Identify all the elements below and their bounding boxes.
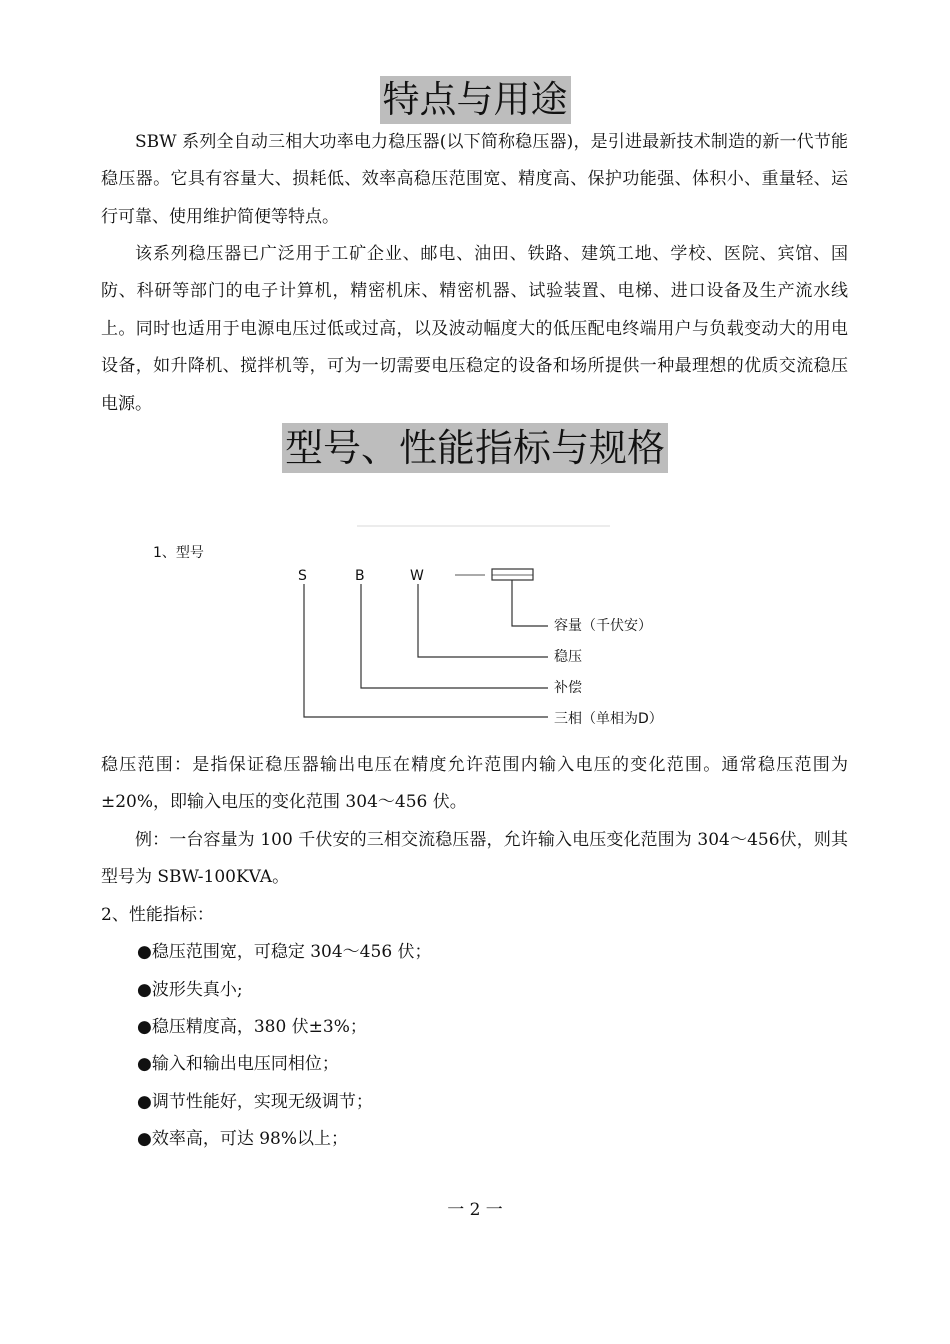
capacity-box <box>492 569 533 580</box>
features-paragraph-2: 该系列稳压器已广泛用于工矿企业、邮电、油田、铁路、建筑工地、学校、医院、宾馆、国防、科研等部门的电子计算机，精密机床、精密机器、试验装置、电梯、进口设备及生产流水线上。同时也适用于电源电压过低或过高，以及波动幅度大的低压配电终端用户与负载变动大的用电设备，如升降机、搅拌机等，可为一切需要电压稳定的设备和场所提供一种最理想的优质交流稳压电源。 <box>101 244 848 414</box>
performance-item: ●效率高，可达 98%以上； <box>137 1129 349 1149</box>
features-paragraph-1: SBW 系列全自动三相大功率电力稳压器(以下简称稳压器)，是引进最新技术制造的新一代节能稳压器。它具有容量大、损耗低、效率高稳压范围宽、精度高、保护功能强、体积小、重量轻、运行可靠、使用维护简便等特点。 <box>101 132 848 227</box>
label-capacity: 容量（千伏安） <box>554 618 652 634</box>
letter-s: S <box>298 568 307 584</box>
letter-w: W <box>410 568 424 584</box>
section-title-specs-text: 型号、性能指标与规格 <box>282 423 668 473</box>
model-heading: 1、型号 <box>153 545 204 561</box>
performance-item: ●波形失真小; <box>137 980 243 1000</box>
performance-item: ●稳压精度高，380 伏±3%； <box>137 1017 367 1037</box>
connector-w <box>418 584 548 657</box>
connector-b <box>361 584 548 688</box>
section-title-specs <box>0 423 950 473</box>
label-compensate: 补偿 <box>554 680 582 696</box>
label-three-phase: 三相（单相为D） <box>554 711 663 727</box>
performance-item: ●调节性能好，实现无级调节； <box>137 1092 373 1112</box>
model-diagram-lines <box>0 500 950 760</box>
section-title-features <box>0 76 950 124</box>
performance-heading: 2、性能指标： <box>101 905 214 925</box>
performance-item: ●稳压范围宽，可稳定 304～456 伏； <box>137 942 432 962</box>
label-stabilize: 稳压 <box>554 649 582 665</box>
range-paragraph: 稳压范围：是指保证稳压器输出电压在精度允许范围内输入电压的变化范围。通常稳压范围为±20%，即输入电压的变化范围 304～456 伏。 <box>101 755 848 813</box>
page-number: 一 2 一 <box>447 1200 503 1220</box>
example-paragraph: 例：一台容量为 100 千伏安的三相交流稳压器，允许输入电压变化范围为 304～456伏，则其型号为 SBW-100KVA。 <box>101 830 848 888</box>
performance-item: ●输入和输出电压同相位； <box>137 1054 339 1074</box>
connector-capacity <box>512 580 548 626</box>
letter-b: B <box>355 568 365 584</box>
section-title-features-text: 特点与用途 <box>380 76 571 124</box>
